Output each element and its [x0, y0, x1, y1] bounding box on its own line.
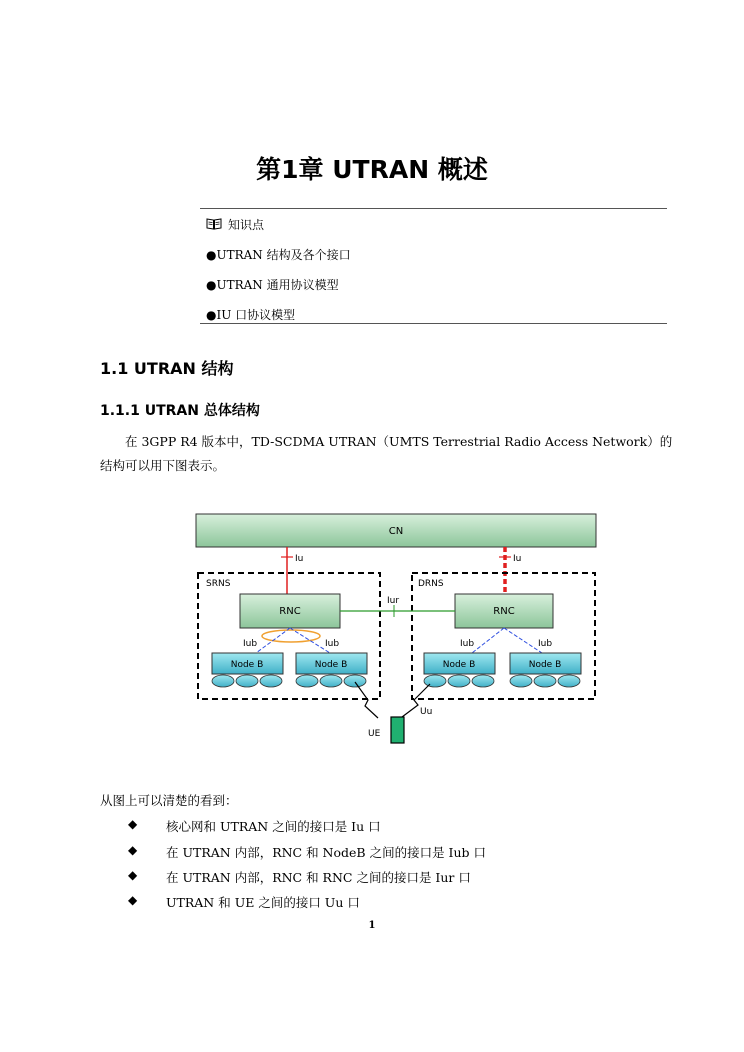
ue-label: UE [368, 729, 381, 739]
diamond-bullet-icon: ◆ [128, 843, 138, 857]
diamond-bullet-icon: ◆ [128, 893, 138, 907]
iub-line [504, 628, 542, 653]
bottom-rule [200, 323, 667, 324]
rnc-right-label: RNC [493, 606, 515, 617]
subsection-heading: 1.1.1 UTRAN 总体结构 [100, 403, 260, 419]
diamond-bullet-icon: ◆ [128, 868, 138, 882]
intro-text: 从图上可以清楚的看到： [100, 793, 238, 808]
iu-left-label: Iu [295, 554, 304, 564]
nodeb-2 [296, 653, 367, 687]
page-number: 1 [368, 920, 376, 931]
body-paragraph: 在 3GPP R4 版本中，TD-SCDMA UTRAN（UMTS Terrestrial Radio Access Network）的结构可以用下图表示。 [100, 434, 673, 473]
nodeb-label: Node B [442, 660, 476, 670]
list-item [128, 843, 486, 861]
iub-label: Iub [538, 639, 553, 649]
rnc-left-label: RNC [279, 606, 301, 617]
iub-label: Iub [460, 639, 475, 649]
iub-line [472, 628, 504, 653]
cn-label: CN [388, 526, 404, 537]
utran-diagram [190, 510, 605, 750]
nodeb-label: Node B [528, 660, 562, 670]
uu-label: Uu [420, 707, 433, 717]
knowledge-item: ●IU 口协议模型 [206, 308, 296, 322]
list-item-text: 在 UTRAN 内部，RNC 和 NodeB 之间的接口是 Iub 口 [166, 845, 487, 860]
list-item [128, 868, 471, 886]
nodeb-4 [510, 653, 581, 687]
nodeb-label: Node B [314, 660, 348, 670]
iu-right-label: Iu [513, 554, 522, 564]
diamond-bullet-icon: ◆ [128, 817, 138, 831]
nodeb-3 [424, 653, 495, 687]
page-title: 第1章 UTRAN 概述 [256, 155, 488, 184]
knowledge-item: ●UTRAN 通用协议模型 [206, 278, 339, 292]
list-item-text: UTRAN 和 UE 之间的接口 Uu 口 [166, 895, 360, 910]
iub-label: Iub [325, 639, 340, 649]
knowledge-heading [206, 216, 264, 233]
book-icon [206, 218, 222, 230]
drns-label: DRNS [418, 579, 444, 589]
list-item-text: 在 UTRAN 内部，RNC 和 RNC 之间的接口是 Iur 口 [166, 870, 471, 885]
list-item-text: 核心网和 UTRAN 之间的接口是 Iu 口 [166, 819, 381, 834]
nodeb-1 [212, 653, 283, 687]
nodeb-label: Node B [230, 660, 264, 670]
knowledge-heading-text: 知识点 [228, 218, 265, 232]
knowledge-item: ●UTRAN 结构及各个接口 [206, 248, 351, 262]
top-rule [200, 208, 667, 209]
iub-left-ellipse [262, 630, 320, 642]
list-item [128, 893, 360, 911]
ue-device [391, 717, 404, 743]
srns-label: SRNS [206, 579, 231, 589]
list-item [128, 817, 381, 835]
iub-label: Iub [243, 639, 258, 649]
section-heading: 1.1 UTRAN 结构 [100, 359, 234, 378]
iur-label: Iur [387, 596, 400, 606]
